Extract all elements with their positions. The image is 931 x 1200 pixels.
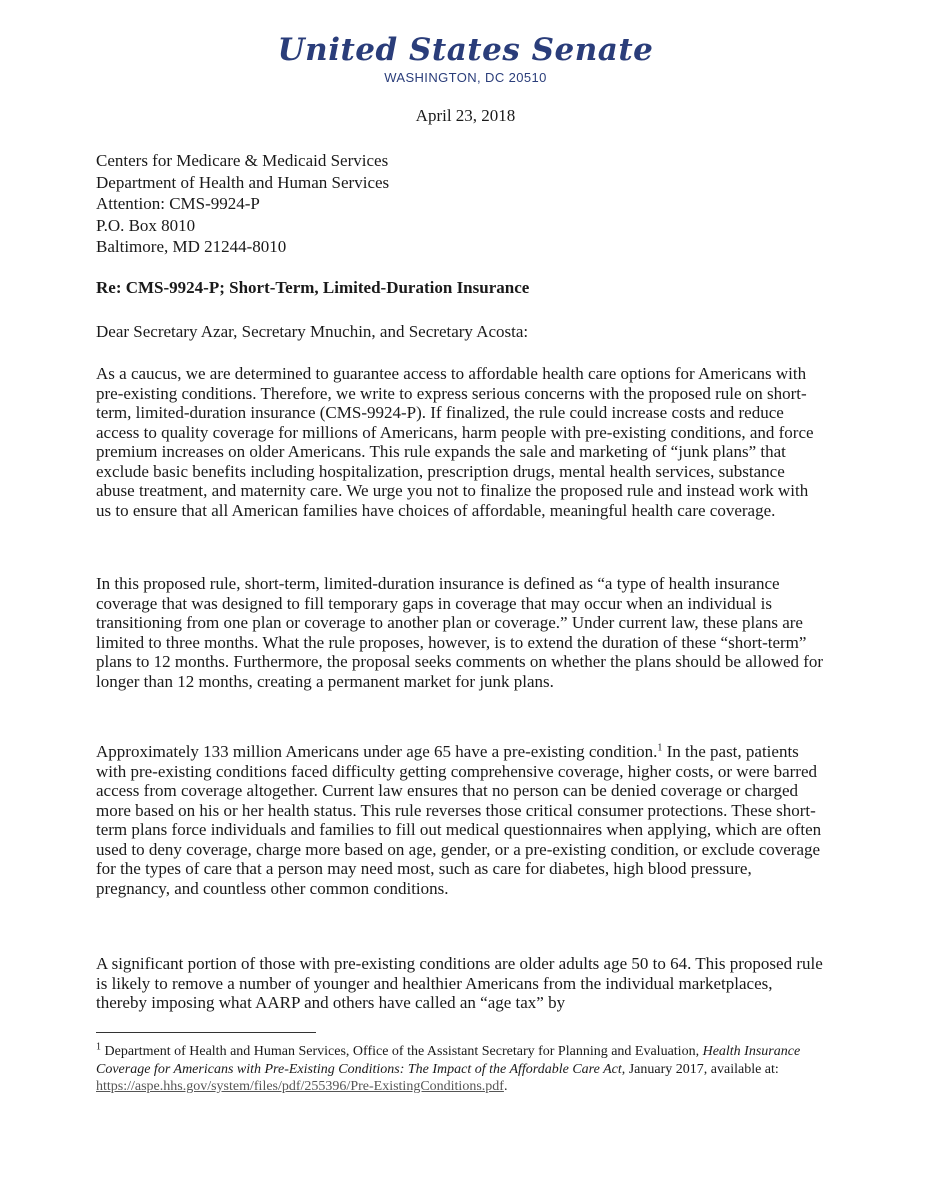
- paragraph-text: Approximately 133 million Americans under age 65 have a pre-existing condition.: [96, 742, 658, 761]
- letterhead-address: WASHINGTON, DC 20510: [384, 70, 547, 85]
- body-paragraph: [96, 742, 826, 898]
- footnote-reference[interactable]: 1: [657, 742, 663, 754]
- recipient-line: Centers for Medicare & Medicaid Services: [96, 151, 389, 170]
- recipient-line: Baltimore, MD 21244-8010: [96, 237, 287, 256]
- footnote-number: 1: [96, 1041, 101, 1053]
- footnote-text: Department of Health and Human Services, Office of the Assistant Secretary for Planning and Evaluation,: [101, 1044, 703, 1059]
- letterhead-title: United States Senate: [277, 32, 654, 68]
- footnote-source-title: Health Insurance Coverage for Americans with Pre-Existing Conditions: The Impact of the Affordable Care Act: [96, 1044, 801, 1077]
- letterhead: [0, 32, 931, 85]
- subject-line: Re: CMS-9924-P; Short-Term, Limited-Duration Insurance: [96, 278, 530, 297]
- body-paragraph: As a caucus, we are determined to guarantee access to affordable health care options for Americans with pre-existing conditions. Therefore, we write to express serious concerns with the proposed rule on short-term, limited-duration insurance (CMS-9924-P). If finalized, the rule could increase costs and reduce access to quality coverage for millions of Americans, harm people with pre-existing conditions, and force premium increases on older Americans. This rule expands the sale and marketing of “junk plans” that exclude basic benefits including hospitalization, prescription drugs, mental health services, substance abuse treatment, and maternity care. We urge you not to finalize the proposed rule and instead work with us to ensure that all American families have choices of affordable, meaningful health care coverage.: [96, 364, 814, 520]
- recipient-line: Attention: CMS-9924-P: [96, 194, 260, 213]
- recipient-address: [96, 150, 389, 258]
- recipient-line: P.O. Box 8010: [96, 215, 196, 235]
- footnote-text: , January 2017, available at:: [621, 1061, 779, 1077]
- recipient-line: Department of Health and Human Services: [96, 172, 390, 192]
- letter-date: April 23, 2018: [415, 106, 516, 125]
- body-paragraph: In this proposed rule, short-term, limited-duration insurance is defined as “a type of health insurance coverage that was designed to fill temporary gaps in coverage that may occur when an individual is transitioning from one plan or coverage to another plan or coverage.” Under current law, these plans are limited to three months. What the rule proposes, however, is to extend the duration of these “short-term” plans to 12 months. Furthermore, the proposal seeks comments on whether the plans should be allowed for longer than 12 months, creating a permanent market for junk plans.: [96, 574, 824, 691]
- footnote-divider: [96, 1032, 316, 1033]
- body-paragraph: A significant portion of those with pre-existing conditions are older adults age 50 to 64. This proposed rule is likely to remove a number of younger and healthier Americans from the individual marketplaces, thereby imposing what AARP and others have called an “age tax” by: [96, 954, 823, 1012]
- footnote-text: .: [503, 1079, 508, 1094]
- salutation: Dear Secretary Azar, Secretary Mnuchin, and Secretary Acosta:: [96, 322, 529, 341]
- paragraph-text: In the past, patients with pre-existing conditions faced difficulty getting comprehensive coverage, higher costs, or were barred access from coverage altogether. Current law ensures that no person can be denied coverage or charged more based on his or her health status. This rule reverses those critical consumer protections. These short-term plans force individuals and families to fill out medical questionnaires when applying, which are often used to deny coverage, charge more based on age, gender, or a pre-existing condition, or exclude coverage for the types of care that a person may need most, such as care for diabetes, high blood pressure, pregnancy, and countless other common conditions.: [96, 742, 822, 898]
- footnote-link[interactable]: https://aspe.hhs.gov/system/files/pdf/255396/Pre-ExistingConditions.pdf: [96, 1079, 504, 1094]
- footnote: [96, 1043, 816, 1096]
